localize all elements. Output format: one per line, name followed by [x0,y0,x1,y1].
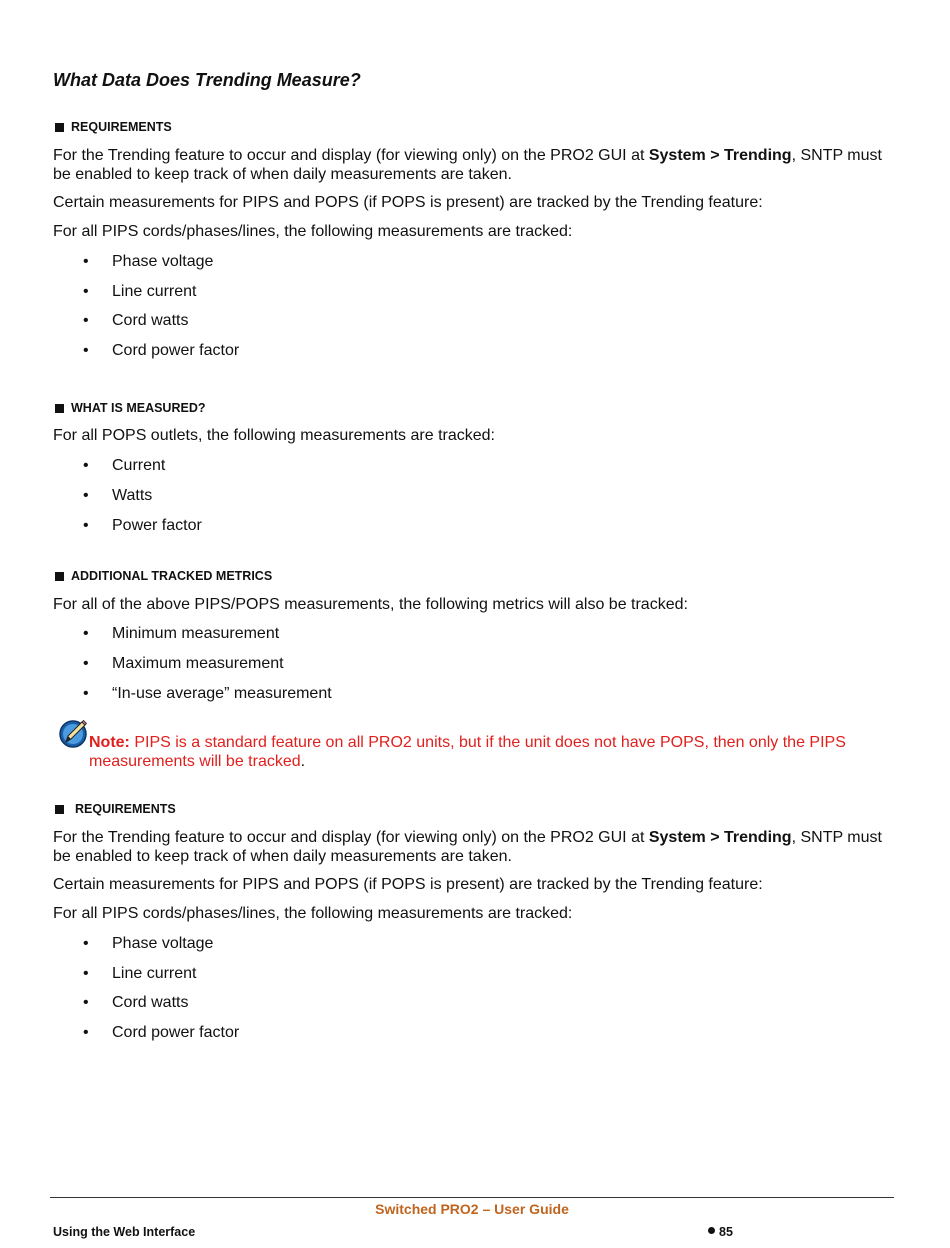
list-item: • Cord watts [83,994,189,1011]
page-title: What Data Does Trending Measure? [53,70,361,90]
paragraph: For all POPS outlets, the following measurements are tracked: [53,427,495,444]
list-item: • Cord power factor [83,342,240,359]
page-number: 85 [708,1225,733,1239]
note-callout: Note: PIPS is a standard feature on all PRO2 units, but if the unit does not have POPS, then only the PIPS measurements will be tracked. [89,734,846,770]
square-bullet-icon [55,404,64,413]
list-item: • Watts [83,487,153,504]
footer-divider [50,1197,894,1198]
list-item: • Maximum measurement [83,655,284,672]
list-item: • Cord watts [83,312,189,329]
footer-section-name: Using the Web Interface [53,1225,196,1239]
list-item: • Line current [83,283,197,300]
list-item: • “In-use average” measurement [83,685,332,702]
square-bullet-icon [55,572,64,581]
list-item: • Power factor [83,517,202,534]
list-item: • Phase voltage [83,935,214,952]
section-heading-additional-metrics: ADDITIONAL TRACKED METRICS [55,569,272,583]
section-heading-requirements: REQUIREMENTS [55,120,172,134]
paragraph: Certain measurements for PIPS and POPS (if POPS is present) are tracked by the Trending feature: [53,876,763,893]
bullet-dot-icon [708,1227,715,1234]
square-bullet-icon [55,805,64,814]
paragraph: For all PIPS cords/phases/lines, the following measurements are tracked: [53,905,573,922]
list-item: • Phase voltage [83,253,214,270]
paragraph: Certain measurements for PIPS and POPS (if POPS is present) are tracked by the Trending feature: [53,194,763,211]
paragraph: For all of the above PIPS/POPS measurements, the following metrics will also be tracked: [53,596,688,613]
section-heading-what-is-measured: WHAT IS MEASURED? [55,401,206,415]
list-item: • Current [83,457,166,474]
square-bullet-icon [55,123,64,132]
footer-title: Switched PRO2 – User Guide [375,1201,569,1217]
paragraph: For all PIPS cords/phases/lines, the following measurements are tracked: [53,223,573,240]
list-item: • Minimum measurement [83,625,280,642]
paragraph: For the Trending feature to occur and display (for viewing only) on the PRO2 GUI at System > Trending, SNTP must be enabled to keep track of when daily measurements are taken. [53,829,882,865]
paragraph: For the Trending feature to occur and display (for viewing only) on the PRO2 GUI at System > Trending, SNTP must be enabled to keep track of when daily measurements are taken. [53,147,882,183]
note-pencil-icon [58,717,90,749]
list-item: • Cord power factor [83,1024,240,1041]
list-item: • Line current [83,965,197,982]
section-heading-requirements: REQUIREMENTS [55,802,176,816]
